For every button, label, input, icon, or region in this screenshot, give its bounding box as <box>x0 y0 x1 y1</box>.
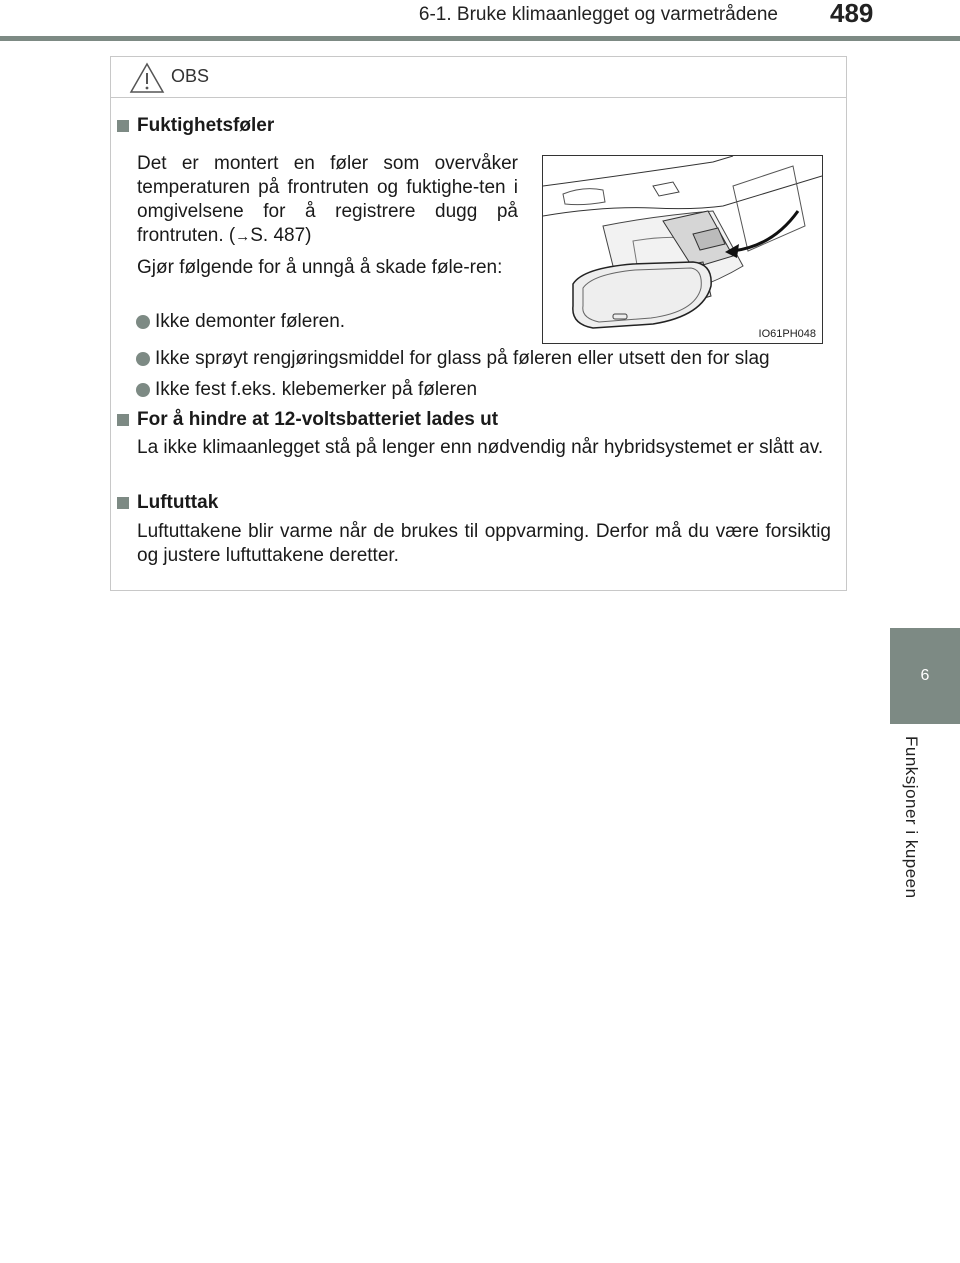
section-heading-text: Luftuttak <box>137 492 219 513</box>
bullet-dot-icon <box>136 352 150 366</box>
paragraph-battery: La ikke klimaanlegget stå på lenger enn nødvendig når hybridsystemet er slått av. <box>137 437 824 458</box>
section-heading-humidity-sensor <box>115 115 274 137</box>
chapter-tab <box>890 628 960 724</box>
header-rule <box>0 36 960 41</box>
bullet-item <box>136 347 770 371</box>
page-number: 489 <box>830 0 874 28</box>
chapter-title: Funksjoner i kupeen <box>902 736 921 899</box>
bullet-item <box>136 378 477 402</box>
section-heading-text: Fuktighetsføler <box>137 115 275 136</box>
chapter-title-vertical <box>890 736 930 916</box>
page-reference-link[interactable]: S. 487 <box>250 225 306 246</box>
sensor-illustration <box>542 155 823 344</box>
section-square-icon <box>117 120 129 132</box>
warning-triangle-icon <box>129 62 165 94</box>
caution-box <box>110 56 847 591</box>
section-heading-battery <box>115 409 498 431</box>
bullet-text: Ikke demonter føleren. <box>155 311 346 332</box>
bullet-dot-icon <box>136 383 150 397</box>
bullet-text: Ikke fest f.eks. klebemerker på føleren <box>155 379 478 400</box>
paragraph-instructions: Gjør følgende for å unngå å skade føle-ren: <box>137 257 503 278</box>
section-square-icon <box>117 497 129 509</box>
bullet-dot-icon <box>136 315 150 329</box>
paragraph-air-vents: Luftuttakene blir varme når de brukes til oppvarming. Derfor må du være forsiktig og justere luftuttakene deretter. <box>137 521 831 566</box>
paragraph-text: Det er montert en føler som overvåker temperaturen på frontruten og fuktighe-ten i omgivelsene for å registrere dugg på frontruten. ( <box>137 153 518 246</box>
caution-title: OBS <box>171 66 210 86</box>
bullet-text: Ikke sprøyt rengjøringsmiddel for glass på føleren eller utsett den for slag <box>155 348 770 369</box>
header-title: 6-1. Bruke klimaanlegget og varmetrådene <box>418 4 778 25</box>
paragraph-sensor-description <box>137 152 518 249</box>
section-square-icon <box>117 414 129 426</box>
chapter-number: 6 <box>920 667 930 684</box>
arrow-right-icon: → <box>235 228 251 245</box>
humidity-sensor-mirror-illustration <box>543 156 822 343</box>
caution-header <box>111 57 846 98</box>
section-heading-air-vents <box>115 492 218 514</box>
illustration-code: IO61PH048 <box>758 328 816 340</box>
bullet-item <box>136 310 345 334</box>
section-heading-text: For å hindre at 12-voltsbatteriet lades ut <box>137 409 499 430</box>
paragraph-text-end: ) <box>305 225 312 246</box>
